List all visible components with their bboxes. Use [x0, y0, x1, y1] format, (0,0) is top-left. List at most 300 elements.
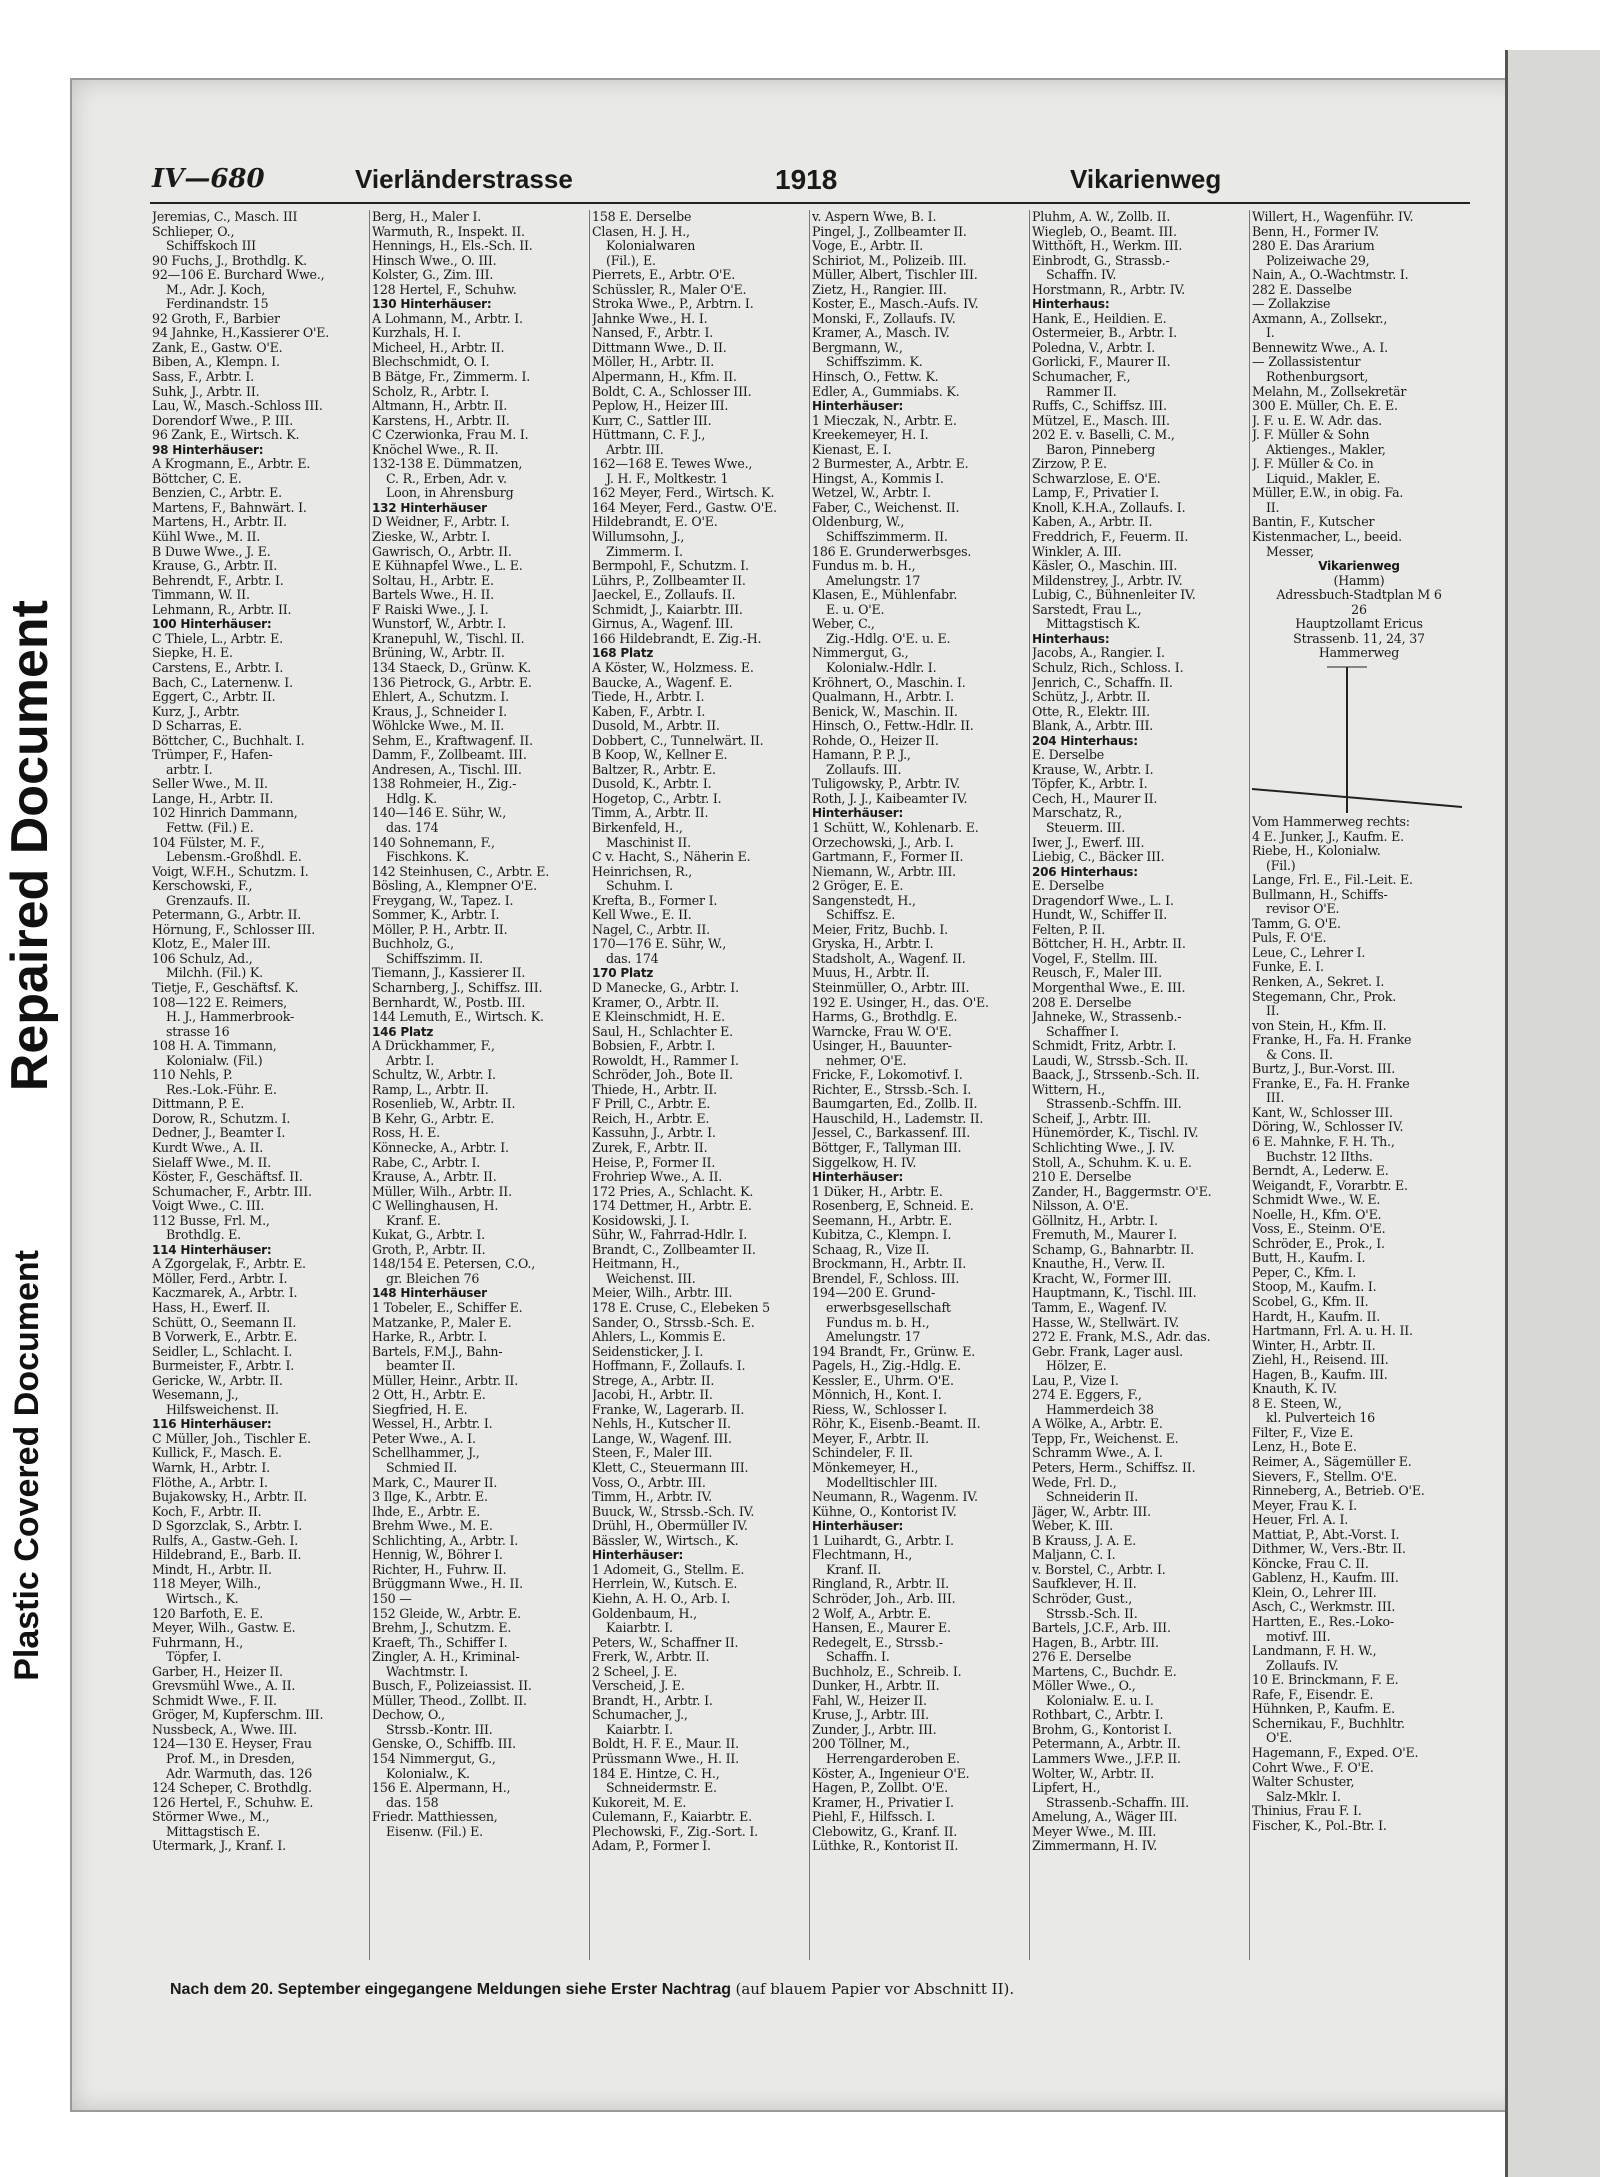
directory-entry: Dithmer, W., Vers.-Btr. II.	[1252, 1542, 1406, 1557]
directory-entry: Thiede, H., Arbtr. II.	[592, 1082, 717, 1097]
directory-entry: Meier, Wilh., Arbtr. III.	[592, 1286, 733, 1301]
directory-entry: Knauthe, H., Verw. II.	[1032, 1257, 1166, 1272]
directory-entry: Eisenw. (Fil.) E.	[386, 1824, 483, 1839]
directory-entry: 272 E. Frank, M.S., Adr. das.	[1032, 1330, 1211, 1345]
directory-entry: Behrendt, F., Arbtr. I.	[152, 573, 284, 588]
directory-entry: Bullmann, H., Schiffs-	[1252, 887, 1388, 902]
directory-entry: Riess, W., Schlosser I.	[812, 1402, 947, 1417]
directory-entry: Krause, A., Arbtr. II.	[372, 1170, 497, 1185]
directory-entry: Lührs, P., Zollbeamter II.	[592, 573, 746, 588]
directory-entry: B Bätge, Fr., Zimmerm. I.	[372, 370, 531, 385]
directory-entry: Alpermann, H., Kfm. II.	[592, 370, 737, 385]
directory-entry: Zank, E., Gastw. O'E.	[152, 340, 283, 355]
directory-entry: Gebr. Frank, Lager ausl.	[1032, 1344, 1183, 1359]
directory-entry: Tiemann, J., Kassierer II.	[372, 966, 526, 981]
directory-entry: Melahn, M., Zollsekretär	[1252, 384, 1407, 399]
directory-entry: Clasen, H. J. H.,	[592, 224, 690, 239]
directory-entry: Bermpohl, F., Schutzm. I.	[592, 559, 749, 574]
directory-entry: 96 Zank, E., Wirtsch. K.	[152, 428, 300, 443]
directory-entry: Schneiderin II.	[1046, 1490, 1139, 1505]
directory-entry: 8 E. Steen, W.,	[1252, 1396, 1342, 1411]
directory-entry: Köster, F., Geschäftsf. II.	[152, 1170, 303, 1185]
directory-entry: Lange, W., Wagenf. III.	[592, 1431, 732, 1446]
directory-entry: Gericke, W., Arbtr. II.	[152, 1373, 283, 1388]
directory-entry: Faber, C., Weichenst. II.	[812, 500, 960, 515]
directory-entry: Biben, A., Klempn. I.	[152, 355, 280, 370]
directory-entry: Bantin, F., Kutscher	[1252, 515, 1375, 530]
directory-entry: A Drückhammer, F.,	[372, 1039, 495, 1054]
directory-entry: Timmann, W. II.	[152, 588, 250, 603]
directory-entry: Hinterhäuser:	[812, 806, 904, 821]
directory-entry: J. H. F., Moltkestr. 1	[606, 471, 729, 486]
directory-entry: 2 Gröger, E. E.	[812, 879, 904, 894]
directory-entry: C Thiele, L., Arbtr. E.	[152, 631, 283, 646]
directory-entry: Schneidermstr. E.	[606, 1781, 717, 1796]
directory-entry: Kolonialw., K.	[386, 1766, 470, 1781]
directory-entry: Hildebrandt, E. O'E.	[592, 515, 718, 530]
directory-entry: Hundt, W., Schiffer II.	[1032, 908, 1168, 923]
directory-entry: Schwarzlose, E. O'E.	[1032, 471, 1161, 486]
directory-entry: Rothbart, C., Arbtr. I.	[1032, 1708, 1164, 1723]
directory-entry: Petermann, A., Arbtr. II.	[1032, 1737, 1181, 1752]
directory-entry: E Kühnapfel Wwe., L. E.	[372, 559, 523, 574]
directory-column	[810, 210, 1030, 1960]
directory-entry: Zunder, J., Arbtr. III.	[812, 1722, 937, 1737]
directory-entry: Voss, O., Arbtr. III.	[592, 1475, 706, 1490]
directory-entry: Heitmann, H.,	[592, 1257, 680, 1272]
directory-entry: Ostermeier, B., Arbtr. I.	[1032, 326, 1177, 341]
directory-entry: Flöthe, A., Arbtr. I.	[152, 1475, 268, 1490]
directory-entry: Schuhm. I.	[606, 879, 673, 894]
directory-entry: Steuerm. III.	[1046, 820, 1126, 835]
directory-entry: Stoll, A., Schuhm. K. u. E.	[1032, 1155, 1192, 1170]
directory-entry: Wunstorf, W., Arbtr. I.	[372, 617, 507, 632]
directory-entry: Friedr. Matthiessen,	[372, 1810, 498, 1825]
directory-entry: nehmer, O'E.	[826, 1053, 907, 1068]
directory-entry: Amelungstr. 17	[826, 573, 921, 588]
directory-entry: Tiede, H., Arbtr. I.	[592, 690, 705, 705]
directory-entry: Klotz, E., Maler III.	[152, 937, 271, 952]
directory-entry: Wesemann, J.,	[152, 1388, 239, 1403]
directory-entry: Röhr, K., Eisenb.-Beamt. II.	[812, 1417, 981, 1432]
directory-entry: Martens, C., Buchdr. E.	[1032, 1664, 1177, 1679]
directory-entry: Kröhnert, O., Maschin. I.	[812, 675, 966, 690]
directory-entry: Arbtr. I.	[386, 1053, 435, 1068]
directory-entry: Wetzel, W., Arbtr. I.	[812, 486, 931, 501]
directory-entry: Müller, Albert, Tischler III.	[812, 268, 978, 283]
directory-entry: 106 Schulz, Ad.,	[152, 951, 253, 966]
directory-entry: 156 E. Alpermann, H.,	[372, 1781, 511, 1796]
directory-entry: Sommer, K., Arbtr. I.	[372, 908, 500, 923]
directory-entry: Boldt, H. F. E., Maur. II.	[592, 1737, 739, 1752]
directory-entry: Wede, Frl. D.,	[1032, 1475, 1117, 1490]
directory-entry: Kranf. II.	[826, 1562, 882, 1577]
directory-entry: Schiffskoch III	[166, 239, 256, 254]
directory-entry: Redegelt, E., Strssb.-	[812, 1635, 943, 1650]
directory-entry: Schmied II.	[386, 1461, 458, 1476]
directory-column	[1030, 210, 1250, 1960]
directory-column	[370, 210, 590, 1960]
directory-entry: Liebig, C., Bäcker III.	[1032, 850, 1165, 865]
directory-entry: Bartels, F.M.J., Bahn-	[372, 1344, 503, 1359]
directory-entry: Fundus m. b. H.,	[812, 559, 916, 574]
directory-entry: 162 Meyer, Ferd., Wirtsch. K.	[592, 486, 775, 501]
directory-entry: Fischkons. K.	[386, 850, 469, 865]
directory-entry: Vikarienweg	[1318, 559, 1400, 574]
directory-entry: Wolter, W., Arbtr. II.	[1032, 1766, 1155, 1781]
directory-entry: Fricke, F., Lokomotivf. I.	[812, 1068, 963, 1083]
directory-entry: Frerk, W., Arbtr. II.	[592, 1650, 710, 1665]
directory-entry: 158 E. Derselbe	[592, 210, 692, 224]
directory-entry: 210 E. Derselbe	[1032, 1170, 1132, 1185]
directory-entry: Blechschmidt, O. I.	[372, 355, 490, 370]
directory-entry: 1 Mieczak, N., Arbtr. E.	[812, 413, 957, 428]
directory-entry: Meyer, Wilh., Gastw. E.	[152, 1621, 296, 1636]
directory-entry: Brehm, J., Schutzm. E.	[372, 1621, 512, 1636]
directory-entry: Zietz, H., Rangier. III.	[812, 282, 947, 297]
directory-entry: Niemann, W., Arbtr. III.	[812, 864, 956, 879]
directory-entry: Butt, H., Kaufm. I.	[1252, 1251, 1366, 1266]
directory-entry: Trümper, F., Hafen-	[152, 748, 273, 763]
directory-entry: Schlieper, O.,	[152, 224, 235, 239]
directory-entry: Hünemörder, K., Tischl. IV.	[1032, 1126, 1199, 1141]
directory-entry: Hass, H., Ewerf. II.	[152, 1301, 271, 1316]
directory-entry: Leue, C., Lehrer I.	[1252, 945, 1366, 960]
directory-entry: Vom Hammerweg rechts:	[1252, 814, 1410, 829]
directory-entry: Kassuhn, J., Arbtr. I.	[592, 1126, 716, 1141]
directory-entry: Krefta, B., Former I.	[592, 893, 718, 908]
directory-entry: Hagen, B., Arbtr. III.	[1032, 1635, 1159, 1650]
directory-entry: Kolonialw. E. u. I.	[1046, 1693, 1154, 1708]
directory-entry: 140—146 E. Sühr, W.,	[372, 806, 507, 821]
directory-entry: Dorendorf Wwe., P. III.	[152, 413, 294, 428]
directory-entry: Kerschowski, F.,	[152, 879, 253, 894]
directory-entry: Wirtsch., K.	[166, 1591, 239, 1606]
directory-entry: Loon, in Ahrensburg	[386, 486, 514, 501]
directory-entry: Möller, P. H., Arbtr. II.	[372, 922, 508, 937]
directory-entry: Birkenfeld, H.,	[592, 820, 683, 835]
directory-entry: Adr. Warmuth, das. 126	[166, 1766, 313, 1781]
directory-entry: Kurzhals, H. I.	[372, 326, 461, 341]
directory-entry: Ehlert, A., Schutzm. I.	[372, 690, 509, 705]
directory-entry: Nain, A., O.-Wachtmstr. I.	[1252, 268, 1409, 283]
directory-entry: 194—200 E. Grund-	[812, 1286, 936, 1301]
directory-entry: Berndt, A., Lederw. E.	[1252, 1164, 1389, 1179]
directory-entry: Schaffner I.	[1046, 1024, 1119, 1039]
directory-entry: Kraus, J., Schneider I.	[372, 704, 507, 719]
directory-entry: Kukat, G., Arbtr. I.	[372, 1228, 485, 1243]
directory-entry: Hasse, W., Stellwärt. IV.	[1032, 1315, 1180, 1330]
directory-entry: Warnk, H., Arbtr. I.	[152, 1461, 270, 1476]
directory-entry: Richter, H., Fuhrw. II.	[372, 1562, 507, 1577]
directory-entry: Lebensm.-Großhdl. E.	[166, 850, 302, 865]
directory-entry: Ferdinandstr. 15	[166, 297, 269, 312]
directory-entry: Pingel, J., Zollbeamter II.	[812, 224, 967, 239]
directory-entry: Lange, H., Arbtr. II.	[152, 791, 274, 806]
directory-entry: Hinterhäuser:	[812, 1170, 904, 1185]
directory-entry: Böttcher, H. H., Arbtr. II.	[1032, 937, 1186, 952]
directory-entry: Reusch, F., Maler III.	[1032, 966, 1162, 981]
side-label	[0, 600, 64, 1820]
directory-entry: Kracht, W., Former III.	[1032, 1271, 1172, 1286]
directory-entry: Jahnke Wwe., H. I.	[592, 311, 708, 326]
directory-entry: Berg, H., Maler I.	[372, 210, 482, 224]
directory-entry: Zollaufs. IV.	[1266, 1658, 1339, 1673]
directory-entry: Fuhrmann, H.,	[152, 1635, 244, 1650]
directory-entry: Burmeister, F., Arbtr. I.	[152, 1359, 295, 1374]
directory-entry: Kühne, O., Kontorist IV.	[812, 1504, 957, 1519]
directory-entry: Gryska, H., Arbtr. I.	[812, 937, 934, 952]
directory-entry: Jahneke, W., Strassenb.-	[1032, 1010, 1182, 1025]
directory-entry: Maschinist II.	[606, 835, 691, 850]
directory-entry: 120 Barfoth, E. E.	[152, 1606, 264, 1621]
directory-entry: 1 Düker, H., Arbtr. E.	[812, 1184, 943, 1199]
directory-entry: Piehl, F., Hilfssch. I.	[812, 1810, 936, 1825]
directory-entry: Gorlicki, F., Maurer II.	[1032, 355, 1171, 370]
directory-entry: Klett, C., Steuermann III.	[592, 1461, 749, 1476]
directory-entry: Schiffszimmerm. II.	[826, 530, 948, 545]
directory-entry: 300 E. Müller, Ch. E. E.	[1252, 399, 1398, 414]
directory-entry: 108 H. A. Timmann,	[152, 1039, 277, 1054]
directory-entry: Heise, P., Former II.	[592, 1155, 716, 1170]
directory-entry: Noelle, H., Kfm. O'E.	[1252, 1207, 1382, 1222]
directory-entry: Schiffszimm. K.	[826, 355, 923, 370]
directory-entry: 274 E. Eggers, F.,	[1032, 1388, 1142, 1403]
directory-entry: Riebe, H., Kolonialw.	[1252, 844, 1381, 859]
directory-entry: Peplow, H., Heizer III.	[592, 399, 729, 414]
directory-entry: Rothenburgsort,	[1266, 370, 1369, 385]
directory-entry: Göllnitz, H., Arbtr. I.	[1032, 1213, 1158, 1228]
directory-entry: Voss, E., Steinm. O'E.	[1252, 1222, 1386, 1237]
directory-entry: Garber, H., Heizer II.	[152, 1664, 283, 1679]
footer-note	[170, 1980, 1470, 1999]
directory-entry: Tamm, E., Wagenf. IV.	[1032, 1301, 1167, 1316]
directory-entry: Zig.-Hdlg. O'E. u. E.	[826, 631, 951, 646]
directory-entry: motivf. III.	[1266, 1629, 1331, 1644]
directory-entry: Mindt, H., Arbtr. II.	[152, 1562, 272, 1577]
directory-entry: Bobsien, F., Arbtr. I.	[592, 1039, 716, 1054]
directory-entry: Freddrich, F., Feuerm. II.	[1032, 530, 1189, 545]
directory-entry: Steen, F., Maler III.	[592, 1446, 713, 1461]
directory-entry: Micheel, H., Arbtr. II.	[372, 340, 505, 355]
directory-entry: Ross, H. E.	[372, 1126, 440, 1141]
directory-entry: Fettw. (Fil.) E.	[166, 820, 254, 835]
directory-entry: Nussbeck, A., Wwe. III.	[152, 1722, 297, 1737]
directory-entry: Klasen, E., Mühlenfabr.	[812, 588, 958, 603]
directory-entry: 194 Brandt, Fr., Grünw. E.	[812, 1344, 976, 1359]
directory-entry: Kullick, F., Masch. E.	[152, 1446, 282, 1461]
directory-entry: Schröder, E., Prok., I.	[1252, 1236, 1385, 1251]
directory-entry: Hölzer, E.	[1046, 1359, 1107, 1374]
directory-entry: Lamp, F., Privatier I.	[1032, 486, 1159, 501]
directory-entry: Filter, F., Vize E.	[1252, 1425, 1354, 1440]
directory-entry: Eggert, C., Arbtr. II.	[152, 690, 276, 705]
directory-entry: Tepp, Fr., Weichenst. E.	[1032, 1431, 1179, 1446]
directory-entry: Peters, Herm., Schiffsz. II.	[1032, 1461, 1196, 1476]
directory-entry: Herrlein, W., Kutsch. E.	[592, 1577, 738, 1592]
directory-entry: Sühr, W., Fahrrad-Hdlr. I.	[592, 1228, 748, 1243]
directory-entry: Poledna, V., Arbtr. I.	[1032, 340, 1156, 355]
directory-entry: Strege, A., Arbtr. II.	[592, 1373, 715, 1388]
directory-entry: Schlichting Wwe., J. IV.	[1032, 1141, 1175, 1155]
directory-entry: 208 E. Derselbe	[1032, 995, 1132, 1010]
directory-entry: 204 Hinterhaus:	[1032, 733, 1138, 748]
directory-entry: Cech, H., Maurer II.	[1032, 791, 1158, 806]
directory-entry: Hinterhäuser:	[592, 1548, 684, 1563]
directory-entry: Morgenthal Wwe., E. III.	[1032, 980, 1186, 995]
directory-entry: 280 E. Das Ärarium	[1252, 239, 1375, 254]
directory-entry: Bartels, J.C.F., Arb. III.	[1032, 1621, 1171, 1636]
directory-entry: Matzanke, P., Maler E.	[372, 1315, 512, 1330]
directory-entry: F Prill, C., Arbtr. E.	[592, 1097, 711, 1112]
directory-entry: Groth, P., Arbtr. II.	[372, 1242, 486, 1257]
directory-entry: Nansed, F., Arbtr. I.	[592, 326, 714, 341]
directory-entry: Flechtmann, H.,	[812, 1548, 913, 1563]
directory-entry: 150 —	[372, 1591, 412, 1606]
directory-entry: Brüggmann Wwe., H. II.	[372, 1577, 523, 1592]
directory-entry: Kukoreit, M. E.	[592, 1795, 687, 1810]
directory-entry: Hörnung, F., Schlosser III.	[152, 922, 316, 937]
directory-entry: 130 Hinterhäuser:	[372, 297, 492, 312]
directory-entry: 166 Hildebrandt, E. Zig.-H.	[592, 631, 762, 646]
directory-entry: Schamp, G., Bahnarbtr. II.	[1032, 1242, 1194, 1257]
directory-entry: Karstens, H., Arbtr. II.	[372, 413, 510, 428]
directory-entry: Schultz, W., Arbtr. I.	[372, 1068, 496, 1083]
directory-page	[150, 160, 1490, 2040]
directory-entry: Hinsch, O., Fettw. K.	[812, 370, 939, 385]
directory-entry: 1 Schütt, W., Kohlenarb. E.	[812, 820, 979, 835]
directory-entry: Girnus, A., Wagenf. III.	[592, 617, 734, 632]
directory-entry: Sass, F., Arbtr. I.	[152, 370, 254, 385]
directory-entry: Kubitza, C., Klempn. I.	[812, 1228, 952, 1243]
directory-entry: Pierrets, E., Arbtr. O'E.	[592, 268, 736, 283]
directory-entry: Axmann, A., Zollsekr.,	[1252, 311, 1388, 326]
directory-entry: Plechowski, F., Zig.-Sort. I.	[592, 1824, 758, 1839]
directory-entry: Müller, Wilh., Arbtr. II.	[372, 1184, 512, 1199]
directory-entry: Dobbert, C., Tunnelwärt. II.	[592, 733, 764, 748]
directory-entry: Brandt, H., Arbtr. I.	[592, 1693, 713, 1708]
directory-entry: Kurdt Wwe., A. II.	[152, 1141, 264, 1155]
directory-entry: Kell Wwe., E. II.	[592, 908, 692, 923]
directory-entry: 92—106 E. Burchard Wwe.,	[152, 268, 325, 283]
directory-entry: (Fil.)	[1266, 858, 1296, 873]
directory-entry: J. F. Müller & Co. in	[1252, 457, 1374, 472]
directory-entry: Mattiat, P., Abt.-Vorst. I.	[1252, 1527, 1400, 1542]
directory-entry: Adressbuch-Stadtplan M 6	[1276, 588, 1442, 603]
directory-entry: D Weidner, F., Arbtr. I.	[372, 515, 510, 530]
directory-entry: Ahlers, L., Kommis E.	[592, 1330, 726, 1345]
directory-entry: Möller, H., Arbtr. II.	[592, 355, 715, 370]
directory-entry: Jenrich, C., Schaffn. II.	[1032, 675, 1173, 690]
directory-entry: Dusold, K., Arbtr. I.	[592, 777, 712, 792]
directory-entry: Schindeler, F. II.	[812, 1446, 913, 1461]
directory-entry: Schmidt, J., Kaiarbtr. III.	[592, 602, 743, 617]
directory-entry: Brandt, C., Zollbeamter II.	[592, 1242, 756, 1257]
directory-entry: Roth, J. J., Kaibeamter IV.	[812, 791, 968, 806]
directory-entry: M., Adr. J. Koch,	[166, 282, 266, 297]
directory-entry: Kramer, H., Privatier I.	[812, 1795, 954, 1810]
directory-entry: Böttcher, C., Buchhalt. I.	[152, 733, 305, 748]
directory-entry: Koster, E., Masch.-Aufs. IV.	[812, 297, 979, 312]
directory-entry: Burtz, J., Bur.-Vorst. III.	[1252, 1062, 1396, 1077]
directory-column	[590, 210, 810, 1960]
directory-entry: Meier, Fritz, Buchb. I.	[812, 922, 948, 937]
directory-entry: Peper, C., Kfm. I.	[1252, 1265, 1357, 1280]
directory-entry: 114 Hinterhäuser:	[152, 1242, 272, 1257]
directory-entry: Orzechowski, J., Arb. I.	[812, 835, 954, 850]
directory-entry: Warncke, Frau W. O'E.	[812, 1024, 952, 1039]
directory-entry: Baack, J., Strssenb.-Sch. II.	[1032, 1068, 1200, 1083]
directory-entry: Strssb.-Kontr. III.	[386, 1722, 493, 1737]
directory-entry: H. J., Hammerbrook-	[166, 1010, 295, 1025]
directory-entry: Dedner, J., Beamter I.	[152, 1126, 286, 1141]
directory-entry: Hennings, H., Els.-Sch. II.	[372, 239, 533, 254]
directory-entry: 202 E. v. Baselli, C. M.,	[1032, 428, 1175, 443]
directory-entry: Timm, H., Arbtr. IV.	[592, 1490, 713, 1505]
directory-entry: Buuck, W., Strssb.-Sch. IV.	[592, 1504, 755, 1519]
directory-entry: Asch, C., Werkmstr. III.	[1252, 1600, 1396, 1615]
directory-entry: 276 E. Derselbe	[1032, 1650, 1132, 1665]
directory-entry: Culemann, F., Kaiarbtr. E.	[592, 1810, 752, 1825]
directory-entry: Weber, C.,	[812, 617, 875, 632]
directory-entry: Steinmüller, O., Arbtr. III.	[812, 980, 970, 995]
directory-entry: Hildebrand, E., Barb. II.	[152, 1548, 302, 1563]
directory-entry: Rosenberg, E, Schneid. E.	[812, 1199, 974, 1214]
directory-entry: O'E.	[1266, 1731, 1293, 1746]
directory-entry: Benn, H., Former IV.	[1252, 224, 1379, 239]
directory-entry: Franke, H., Fa. H. Franke	[1252, 1033, 1412, 1048]
directory-entry: Jacobs, A., Rangier. I.	[1032, 646, 1165, 661]
directory-entry: Hardt, H., Kaufm. II.	[1252, 1309, 1381, 1324]
directory-entry: Tamm, G. O'E.	[1252, 916, 1341, 931]
directory-entry: 170—176 E. Sühr, W.,	[592, 937, 727, 952]
directory-entry: Weber, K. III.	[1032, 1519, 1114, 1534]
directory-entry: Grevsmühl Wwe., A. II.	[152, 1679, 296, 1694]
directory-entry: E. Derselbe	[1032, 748, 1105, 763]
directory-entry: Damm, F., Zollbeamt. III.	[372, 748, 527, 763]
directory-entry: Lau, W., Masch.-Schloss III.	[152, 399, 323, 414]
directory-entry: Böttcher, C. E.	[152, 471, 242, 486]
directory-entry: 94 Jahnke, H.,Kassierer O'E.	[152, 326, 330, 341]
directory-entry: 142 Steinhusen, C., Arbtr. E.	[372, 864, 550, 879]
directory-entry: Hauptmann, K., Tischl. III.	[1032, 1286, 1197, 1301]
directory-entry: Kant, W., Schlosser III.	[1252, 1105, 1393, 1120]
directory-entry: Scheif, J., Arbtr. III.	[1032, 1111, 1151, 1126]
directory-entry: Brockmann, H., Arbtr. II.	[812, 1257, 967, 1272]
directory-entry: 2 Burmester, A., Arbtr. E.	[812, 457, 969, 472]
right-street-title: Vikarienweg	[1070, 164, 1222, 194]
directory-entry: Iwer, J., Ewerf. III.	[1032, 835, 1145, 850]
directory-entry: Siepke, H. E.	[152, 646, 233, 661]
directory-entry: Harms, G., Brothdlg. E.	[812, 1010, 958, 1025]
directory-entry: Schröder, Gust.,	[1032, 1591, 1133, 1606]
directory-entry: Neumann, R., Wagenm. IV.	[812, 1490, 978, 1505]
directory-entry: Rulfs, A., Gastw.-Geh. I.	[152, 1533, 299, 1548]
directory-entry: Scharnberg, J., Schiffsz. III.	[372, 980, 543, 995]
directory-entry: Nilsson, A. O'E.	[1032, 1199, 1129, 1214]
directory-entry: Petermann, G., Arbtr. II.	[152, 908, 302, 923]
directory-entry: Dragendorf Wwe., L. I.	[1032, 893, 1174, 908]
directory-entry: Boldt, C. A., Schlosser III.	[592, 384, 752, 399]
year-number: 1918	[775, 164, 838, 195]
directory-entry: Soltau, H., Arbtr. E.	[372, 573, 494, 588]
directory-entry: B Kehr, G., Arbtr. E.	[372, 1111, 495, 1126]
directory-entry: Brohm, G., Kontorist I.	[1032, 1722, 1172, 1737]
directory-entry: Franke, W., Lagerarb. II.	[592, 1402, 745, 1417]
directory-entry: Kühl Wwe., M. II.	[152, 530, 261, 545]
directory-entry: 100 Hinterhäuser:	[152, 617, 272, 632]
directory-entry: Meyer Wwe., M. III.	[1032, 1824, 1157, 1839]
